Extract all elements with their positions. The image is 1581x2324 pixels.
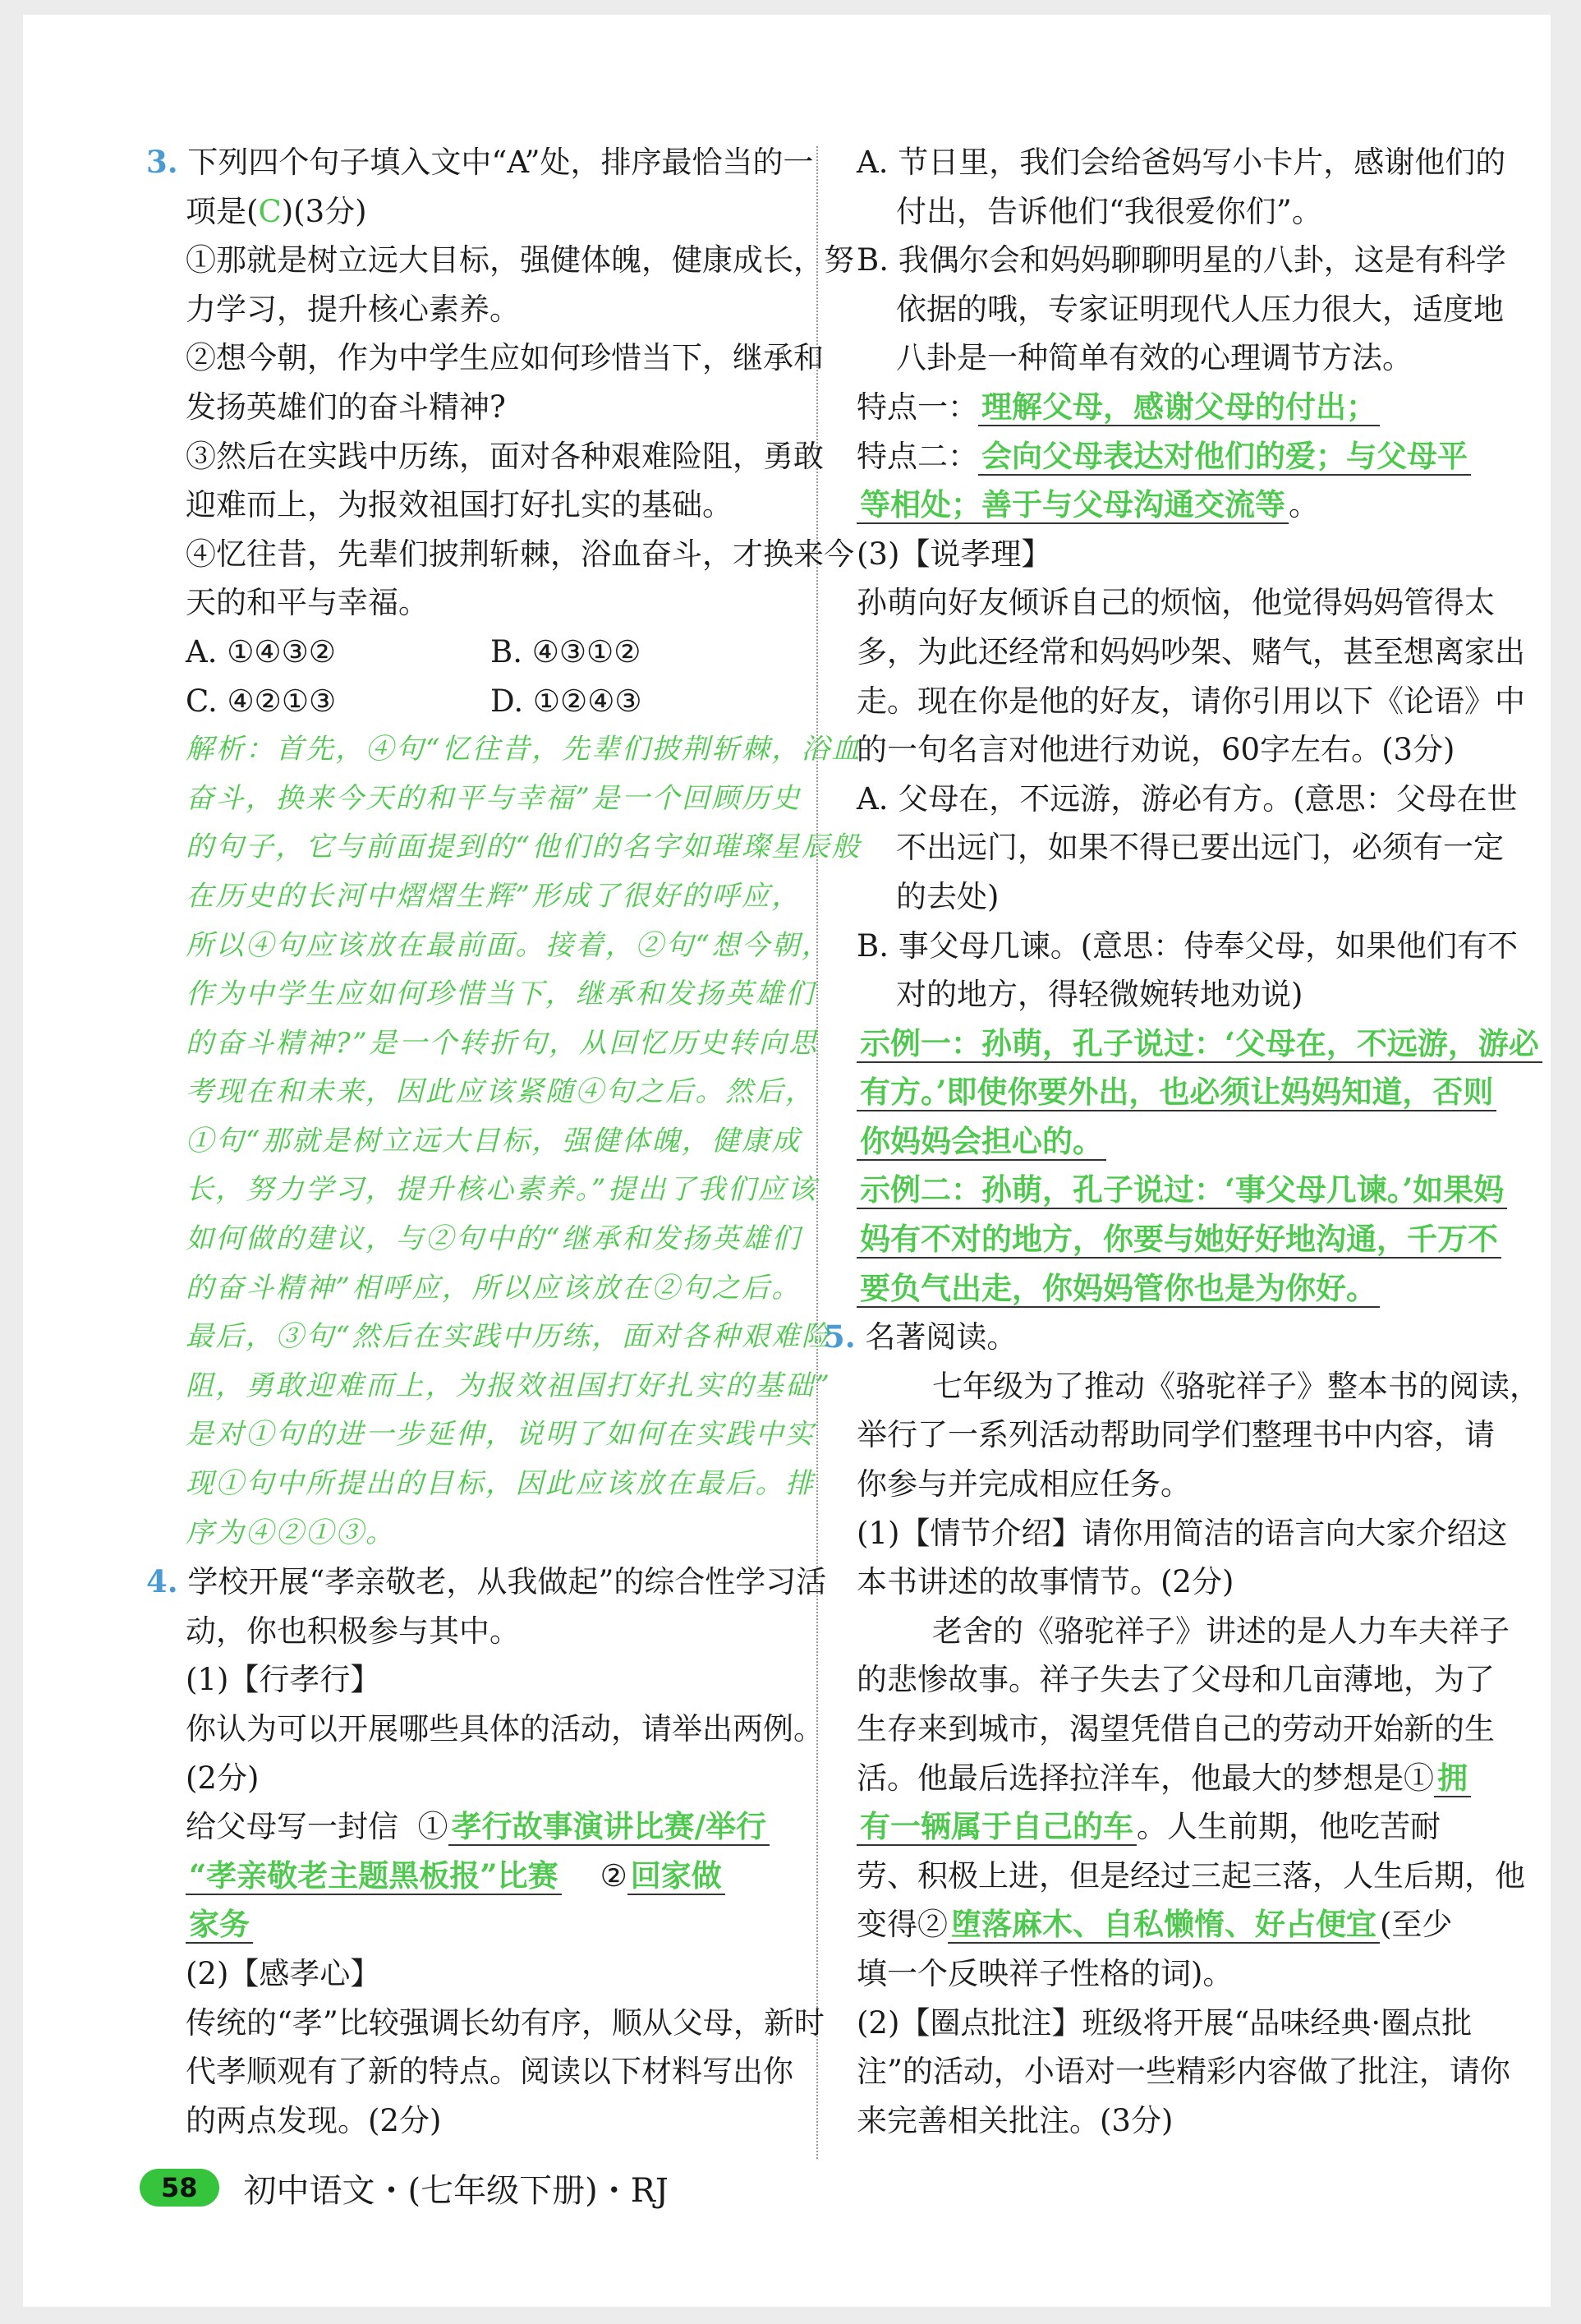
explanation-line: 在历史的长河中熠熠生辉”形成了很好的呼应， <box>186 879 802 913</box>
sentence-4-cont: 天的和平与幸福。 <box>186 585 429 621</box>
q4-answer-1b: “孝亲敬老主题黑板报”比赛 <box>186 1857 562 1895</box>
explanation-line: 奋斗，换来今天的和平与幸福”是一个回顾历史 <box>186 781 802 815</box>
q5-sub-1: (1)【情节介绍】请你用简洁的语言向大家介绍这 <box>857 1515 1508 1551</box>
explanation-line: 阻，勇敢迎难而上，为报效祖国打好扎实的基础” <box>186 1369 832 1402</box>
q3-number: 3. <box>146 144 178 180</box>
plot-text-dream-cont: 有一辆属于自己的车 。人生前期，他吃苦耐 <box>857 1802 1505 1852</box>
quote-a-cont: 不出远门，如果不得已要出远门，必须有一定 <box>896 830 1504 866</box>
explanation-line: 最后，③句“然后在实践中历练，面对各种艰难险 <box>186 1320 832 1354</box>
sub-question-3-text: 孙萌向好友倾诉自己的烦恼，他觉得妈妈管得太 <box>857 585 1495 621</box>
explanation-line: 的奋斗精神?”是一个转折句，从回忆历史转向思 <box>186 1026 819 1060</box>
option-b: B. ④③①② <box>490 633 641 670</box>
sub-question-3-text: 多，为此还经常和妈妈吵架、赌气，甚至想离家出 <box>857 633 1525 670</box>
quote-a-cont: 的去处) <box>896 878 1000 914</box>
sub-question-3-text: 走。现在你是他的好友，请你引用以下《论语》中 <box>857 683 1525 719</box>
quote-b: B. 事父母几谏。(意思：侍奉父母，如果他们有不 <box>857 927 1519 964</box>
footer-book-title: 初中语文・(七年级下册)・RJ <box>243 2171 669 2210</box>
sub-question-1-text: 你认为可以开展哪些具体的活动，请举出两例。 <box>186 1711 824 1746</box>
feature-2-line: 特点二： 会向父母表达对他们的爱；与父母平 <box>857 432 1505 481</box>
plot-text-trait: 变得② 堕落麻木、自私懒惰、好占便宜 (至少 <box>857 1906 1453 1943</box>
q5-sub-2-cont: 注”的活动，小语对一些精彩内容做了批注，请你 <box>857 2054 1510 2090</box>
plot-text: 填一个反映祥子性格的词)。 <box>857 1955 1234 1991</box>
dream-answer-b: 有一辆属于自己的车 <box>857 1808 1137 1846</box>
explanation-line: 是对①句的进一步延伸，说明了如何在实践中实 <box>186 1418 816 1452</box>
explanation-line: 序为④②①③。 <box>186 1516 396 1549</box>
plot-text-dream: 活。他最后选择拉洋车，他最大的梦想是① 拥 <box>857 1754 1505 1803</box>
option-c: C. ④②①③ <box>186 683 337 719</box>
explanation-line: 如何做的建议，与②句中的“继承和发扬英雄们 <box>186 1222 802 1256</box>
sub-question-2-text: 的两点发现。(2分) <box>186 2102 442 2138</box>
q5-sub-2-cont: 来完善相关批注。(3分) <box>857 2102 1174 2138</box>
sentence-1-cont: 力学习，提升核心素养。 <box>186 291 520 327</box>
q5-number: 5. <box>824 1318 856 1355</box>
example-2-line: 示例二：孙萌，孔子说过：‘事父母几谏。’如果妈 <box>857 1166 1505 1215</box>
sub-question-1: (1)【行孝行】 <box>186 1662 381 1698</box>
q4-answer-line-2: “孝亲敬老主题黑板报”比赛 ② 回家做 <box>146 1852 795 1901</box>
q4-number: 4. <box>146 1563 178 1600</box>
options-row-2 <box>146 677 795 726</box>
material-b: B. 我偶尔会和妈妈聊聊明星的八卦，这是有科学 <box>857 242 1506 278</box>
explanation-line: 现①句中所提出的目标，因此应该放在最后。排 <box>186 1467 816 1501</box>
page-footer <box>140 2167 669 2208</box>
page-number-badge: 58 <box>140 2169 219 2207</box>
q5-stem-line: 5. 名著阅读。 <box>824 1318 1018 1355</box>
sub-question-2: (2)【感孝心】 <box>186 1955 381 1991</box>
explanation-line: 长，努力学习，提升核心素养。”提出了我们应该 <box>186 1173 818 1207</box>
q4-answer-line-1: 给父母写一封信 ① 孝行故事演讲比赛/举行 <box>146 1802 795 1852</box>
material-a: A. 节日里，我们会给爸妈写小卡片，感谢他们的 <box>857 145 1506 180</box>
material-b-cont: 依据的哦，专家证明现代人压力很大，适度地 <box>896 291 1504 327</box>
q3-answer: C <box>258 193 282 229</box>
dream-answer-a: 拥 <box>1434 1760 1471 1797</box>
q5-sub-2: (2)【圈点批注】班级将开展“品味经典·圈点批 <box>857 2004 1473 2041</box>
quote-b-cont: 对的地方，得轻微婉转地劝说) <box>896 977 1303 1013</box>
plot-text: 老舍的《骆驼祥子》讲述的是人力车夫祥子 <box>932 1613 1510 1649</box>
explanation-line: 的句子，它与前面提到的“他们的名字如璀璨星辰般 <box>186 831 862 864</box>
right-column <box>824 138 1540 2145</box>
quote-a: A. 父母在，不远游，游必有方。(意思：父母在世 <box>857 780 1518 817</box>
plot-text: 生存来到城市，渴望凭借自己的劳动开始新的生 <box>857 1711 1495 1746</box>
q3-answer-line: 项是(C)(3分) <box>186 193 367 229</box>
explanation-line: 考现在和未来，因此应该紧随④句之后。然后， <box>186 1075 816 1109</box>
sub-question-2-text: 传统的“孝”比较强调长幼有序，顺从父母，新时 <box>186 2004 825 2041</box>
example-1-line: 示例一：孙萌，孔子说过：‘父母在，不远游，游必 <box>857 1019 1505 1069</box>
q4-stem-line: 4. 学校开展“孝亲敬老，从我做起”的综合性学习活 <box>146 1563 827 1600</box>
example-1-line: 你妈妈会担心的。 <box>857 1117 1505 1167</box>
explanation-line: 所以④句应该放在最前面。接着，②句“想今朝， <box>186 928 832 962</box>
sentence-3: ③然后在实践中历练，面对各种艰难险阻，勇敢 <box>186 438 824 474</box>
q4-answer-1a: 孝行故事演讲比赛/举行 <box>448 1808 770 1846</box>
feature-2-line-cont: 等相处；善于与父母沟通交流等 。 <box>857 481 1505 530</box>
options-row-1 <box>146 628 795 677</box>
material-b-cont: 八卦是一种简单有效的心理调节方法。 <box>896 340 1413 376</box>
feature-2-answer-a: 会向父母表达对他们的爱；与父母平 <box>978 438 1471 476</box>
explanation-line: ①句“那就是树立远大目标，强健体魄，健康成 <box>186 1124 802 1157</box>
sub-question-1-score: (2分) <box>186 1760 260 1796</box>
q4-answer-line-3 <box>146 1900 795 1949</box>
example-1-line: 有方。’即使你要外出，也必须让妈妈知道，否则 <box>857 1068 1505 1117</box>
sub-question-3: (3)【说孝理】 <box>857 536 1052 572</box>
sentence-3-cont: 迎难而上，为报效祖国打好扎实的基础。 <box>186 487 733 523</box>
sub-question-3-text: 的一句名言对他进行劝说，60字左右。(3分) <box>857 732 1455 768</box>
option-a: A. ①④③② <box>186 633 336 670</box>
q5-intro-cont: 你参与并完成相应任务。 <box>857 1466 1191 1503</box>
explanation-line: 的奋斗精神”相呼应，所以应该放在②句之后。 <box>186 1271 802 1305</box>
q5-intro: 七年级为了推动《骆驼祥子》整本书的阅读， <box>932 1368 1540 1404</box>
sentence-1: ①那就是树立远大目标，强健体魄，健康成长，努 <box>186 242 854 278</box>
explanation-line: 解析：首先，④句“忆往昔，先辈们披荆斩棘，浴血 <box>186 733 862 766</box>
explanation-line: 作为中学生应如何珍惜当下，继承和发扬英雄们 <box>186 978 816 1011</box>
feature-1-line: 特点一： 理解父母，感谢父母的付出； <box>857 383 1505 432</box>
workbook-page <box>23 15 1551 2307</box>
q4-answer-2b: 家务 <box>186 1906 253 1944</box>
q4-stem-cont: 动，你也积极参与其中。 <box>186 1613 520 1649</box>
feature-1-answer: 理解父母，感谢父母的付出； <box>978 389 1380 426</box>
q4-answer-2a: 回家做 <box>627 1857 725 1895</box>
example-2-line: 妈有不对的地方，你要与她好好地沟通，千万不 <box>857 1215 1505 1264</box>
sentence-4: ④忆往昔，先辈们披荆斩棘，浴血奋斗，才换来今 <box>186 536 854 572</box>
plot-text: 的悲惨故事。祥子失去了父母和几亩薄地，为了 <box>857 1662 1495 1698</box>
sub-question-2-text: 代孝顺观有了新的特点。阅读以下材料写出你 <box>186 2054 793 2090</box>
sentence-2-cont: 发扬英雄们的奋斗精神? <box>186 389 506 425</box>
example-2-line: 要负气出走，你妈妈管你也是为你好。 <box>857 1264 1505 1314</box>
sentence-2: ②想今朝，作为中学生应如何珍惜当下，继承和 <box>186 340 824 376</box>
q3-stem-line: 3. 下列四个句子填入文中“A”处，排序最恰当的一 <box>146 144 814 180</box>
material-a-cont: 付出，告诉他们“我很爱你们”。 <box>896 193 1322 229</box>
feature-2-answer-b: 等相处；善于与父母沟通交流等 <box>857 486 1289 524</box>
option-d: D. ①②④③ <box>490 683 642 719</box>
left-column <box>146 138 862 2145</box>
q5-sub-1-cont: 本书讲述的故事情节。(2分) <box>857 1564 1234 1600</box>
plot-text: 劳、积极上进，但是经过三起三落，人生后期，他 <box>857 1857 1525 1894</box>
trait-answer: 堕落麻木、自私懒惰、好占便宜 <box>948 1906 1380 1944</box>
q5-intro-cont: 举行了一系列活动帮助同学们整理书中内容，请 <box>857 1417 1495 1453</box>
